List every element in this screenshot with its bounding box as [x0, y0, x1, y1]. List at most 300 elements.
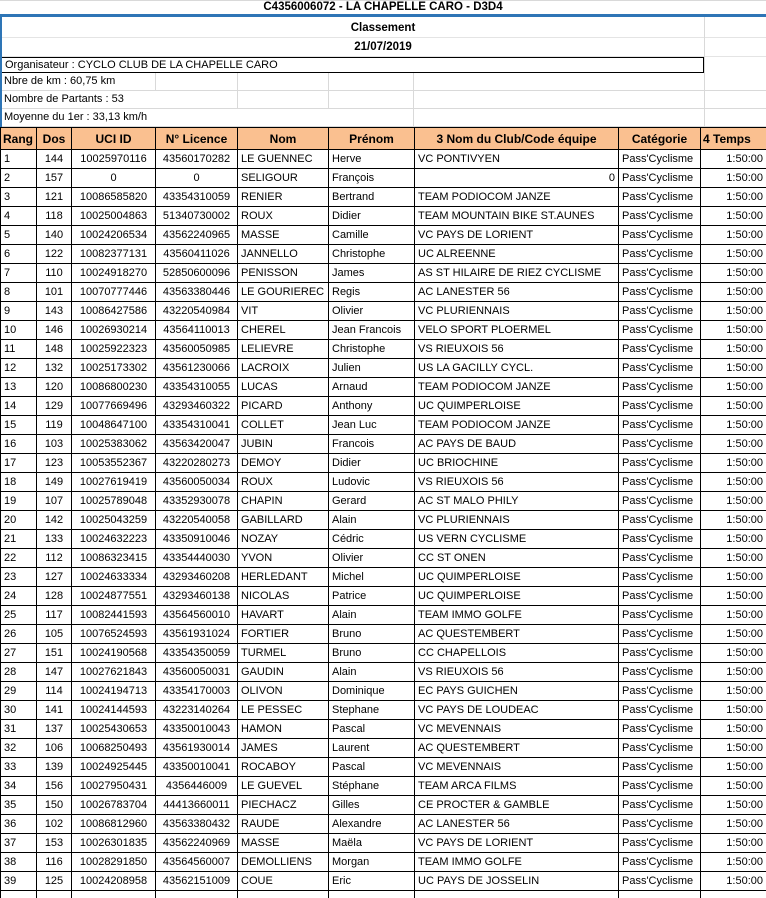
column-header-prenom[interactable]: Prénom [329, 128, 415, 150]
cell-temps[interactable]: 1:50:00 [701, 644, 766, 663]
cell-club[interactable]: TEAM IMMO GOLFE [415, 606, 619, 625]
cell-nom[interactable]: PENISSON [238, 264, 329, 283]
cell-temps[interactable]: 1:50:00 [701, 264, 766, 283]
cell-uci-id[interactable]: 10086800230 [72, 378, 156, 397]
cell-rang[interactable]: 31 [1, 720, 37, 739]
cell-rang[interactable]: 22 [1, 549, 37, 568]
cell-dos[interactable]: 143 [37, 302, 72, 321]
cell-licence[interactable]: 43563380432 [156, 815, 238, 834]
cell-nom[interactable]: LE GUEVEL [238, 777, 329, 796]
cell-rang[interactable]: 19 [1, 492, 37, 511]
cell-prenom[interactable]: Ludovic [329, 473, 415, 492]
cell-prenom[interactable]: Christophe [329, 245, 415, 264]
cell-uci-id[interactable]: 10027621843 [72, 663, 156, 682]
cell-dos[interactable]: 102 [37, 815, 72, 834]
cell-rang[interactable]: 13 [1, 378, 37, 397]
cell-prenom[interactable]: Gilles [329, 796, 415, 815]
cell-licence[interactable]: 43560050034 [156, 473, 238, 492]
cell-nom[interactable]: LUCAS [238, 378, 329, 397]
cell-nom[interactable]: DEMOLLIENS [238, 853, 329, 872]
cell-nom[interactable]: NOZAY [238, 530, 329, 549]
cell-temps[interactable]: 1:50:00 [701, 701, 766, 720]
cell-categorie[interactable]: Pass'Cyclisme [619, 378, 701, 397]
cell-nom[interactable]: LELIEVRE [238, 340, 329, 359]
cell-temps[interactable]: 1:50:00 [701, 549, 766, 568]
cell-rang[interactable]: 2 [1, 169, 37, 188]
cell-nom[interactable]: DEMOY [238, 454, 329, 473]
cell-categorie[interactable]: Pass'Cyclisme [619, 283, 701, 302]
cell-rang[interactable]: 12 [1, 359, 37, 378]
cell-rang[interactable]: 16 [1, 435, 37, 454]
cell-temps[interactable]: 1:50:00 [701, 226, 766, 245]
cell-licence[interactable]: 43354310059 [156, 188, 238, 207]
cell-categorie[interactable]: Pass'Cyclisme [619, 397, 701, 416]
cell-rang[interactable]: 25 [1, 606, 37, 625]
cell-nom[interactable]: VIT [238, 302, 329, 321]
cell-dos[interactable]: 103 [37, 435, 72, 454]
cell-dos[interactable]: 133 [37, 530, 72, 549]
cell-dos[interactable]: 132 [37, 359, 72, 378]
cell-prenom[interactable]: François [329, 169, 415, 188]
cell-uci-id[interactable]: 10025383062 [72, 435, 156, 454]
cell-nom[interactable]: LE GOURIEREC [238, 283, 329, 302]
cell-club[interactable]: AC QUESTEMBERT [415, 739, 619, 758]
cell-nom[interactable]: NICOLAS [238, 587, 329, 606]
cell-dos[interactable]: 101 [37, 283, 72, 302]
cell-licence[interactable]: 43354170003 [156, 682, 238, 701]
cell-prenom[interactable]: Anthony [329, 397, 415, 416]
cell-nom[interactable]: HAMON [238, 720, 329, 739]
cell-uci-id[interactable]: 10024633334 [72, 568, 156, 587]
cell-prenom[interactable]: Cédric [329, 530, 415, 549]
cell-club[interactable]: AS ST HILAIRE DE RIEZ CYCLISME [415, 264, 619, 283]
cell-temps[interactable]: 1:50:00 [701, 739, 766, 758]
cell-club[interactable]: AC ST MALO PHILY [415, 492, 619, 511]
cell-rang[interactable]: 27 [1, 644, 37, 663]
cell-temps[interactable]: 1:50:00 [701, 207, 766, 226]
cell-licence[interactable]: 43220280273 [156, 454, 238, 473]
cell-uci-id[interactable]: 10048647100 [72, 416, 156, 435]
cell-licence[interactable]: 43223140264 [156, 701, 238, 720]
cell-nom[interactable]: PICARD [238, 397, 329, 416]
cell-licence[interactable]: 43354310055 [156, 378, 238, 397]
cell-temps[interactable]: 1:50:00 [701, 663, 766, 682]
cell-rang[interactable]: 38 [1, 853, 37, 872]
cell-categorie[interactable]: Pass'Cyclisme [619, 302, 701, 321]
cell-dos[interactable]: 150 [37, 796, 72, 815]
cell-club[interactable]: TEAM PODIOCOM JANZE [415, 188, 619, 207]
cell-rang[interactable]: 28 [1, 663, 37, 682]
cell-prenom[interactable]: Morgan [329, 853, 415, 872]
cell-nom[interactable]: ROUX [238, 473, 329, 492]
cell-temps[interactable]: 1:50:00 [701, 340, 766, 359]
cell-uci-id[interactable]: 10024925445 [72, 758, 156, 777]
cell-club[interactable]: VC PAYS DE LORIENT [415, 834, 619, 853]
cell-uci-id[interactable]: 10086323415 [72, 549, 156, 568]
cell-licence[interactable]: 43350010041 [156, 758, 238, 777]
cell-club[interactable]: UC PAYS DE JOSSELIN [415, 872, 619, 891]
cell-dos[interactable]: 142 [37, 511, 72, 530]
cell-prenom[interactable]: Olivier [329, 549, 415, 568]
cell-categorie[interactable]: Pass'Cyclisme [619, 796, 701, 815]
cell-licence[interactable]: 43560170282 [156, 150, 238, 169]
cell-prenom[interactable]: Didier [329, 207, 415, 226]
cell-nom[interactable]: GABILLARD [238, 511, 329, 530]
cell-categorie[interactable]: Pass'Cyclisme [619, 473, 701, 492]
cell-categorie[interactable]: Pass'Cyclisme [619, 416, 701, 435]
cell-rang[interactable]: 24 [1, 587, 37, 606]
cell-temps[interactable]: 1:50:00 [701, 834, 766, 853]
cell-categorie[interactable]: Pass'Cyclisme [619, 454, 701, 473]
cell-dos[interactable]: 137 [37, 720, 72, 739]
cell-prenom[interactable]: Pascal [329, 720, 415, 739]
cell-licence[interactable]: 43220540058 [156, 511, 238, 530]
cell-uci-id[interactable]: 10077669496 [72, 397, 156, 416]
cell-temps[interactable]: 1:50:00 [701, 777, 766, 796]
cell-rang[interactable]: 18 [1, 473, 37, 492]
cell-prenom[interactable]: Bertrand [329, 188, 415, 207]
cell-prenom[interactable]: Francois [329, 435, 415, 454]
cell-licence[interactable]: 43352930078 [156, 492, 238, 511]
cell-dos[interactable]: 140 [37, 226, 72, 245]
cell-prenom[interactable]: Alain [329, 606, 415, 625]
cell-categorie[interactable]: Pass'Cyclisme [619, 207, 701, 226]
cell-uci-id[interactable]: 10024206534 [72, 226, 156, 245]
cell-dos[interactable]: 147 [37, 663, 72, 682]
cell-uci-id[interactable]: 10025970116 [72, 150, 156, 169]
cell-dos[interactable]: 129 [37, 397, 72, 416]
cell-club[interactable]: AC LANESTER 56 [415, 283, 619, 302]
cell-temps[interactable]: 1:50:00 [701, 568, 766, 587]
cell-dos[interactable]: 149 [37, 473, 72, 492]
cell-prenom[interactable]: Olivier [329, 302, 415, 321]
distance-row[interactable] [0, 73, 766, 91]
cell-dos[interactable]: 141 [37, 701, 72, 720]
cell-club[interactable]: AC PAYS DE BAUD [415, 435, 619, 454]
cell-categorie[interactable]: Pass'Cyclisme [619, 625, 701, 644]
cell-nom[interactable]: COLLET [238, 416, 329, 435]
cell-uci-id[interactable]: 10026930214 [72, 321, 156, 340]
cell-licence[interactable]: 0 [156, 169, 238, 188]
cell-temps[interactable]: 1:50:00 [701, 378, 766, 397]
cell-categorie[interactable]: Pass'Cyclisme [619, 188, 701, 207]
cell-dos[interactable]: 128 [37, 587, 72, 606]
cell-club[interactable]: VC MEVENNAIS [415, 720, 619, 739]
cell-temps[interactable]: 1:50:00 [701, 492, 766, 511]
cell-licence[interactable]: 43560411026 [156, 245, 238, 264]
cell-dos[interactable]: 117 [37, 606, 72, 625]
cell-uci-id[interactable]: 10027619419 [72, 473, 156, 492]
cell-empty[interactable] [1, 891, 37, 898]
cell-categorie[interactable]: Pass'Cyclisme [619, 511, 701, 530]
cell-empty[interactable] [238, 891, 329, 898]
cell-temps[interactable]: 1:50:00 [701, 720, 766, 739]
cell-uci-id[interactable]: 10024208958 [72, 872, 156, 891]
column-header-rang[interactable]: Rang [1, 128, 37, 150]
cell-dos[interactable]: 105 [37, 625, 72, 644]
cell-club[interactable]: VS RIEUXOIS 56 [415, 663, 619, 682]
cell-prenom[interactable]: Bruno [329, 644, 415, 663]
cell-temps[interactable]: 1:50:00 [701, 853, 766, 872]
cell-licence[interactable]: 43564110013 [156, 321, 238, 340]
cell-categorie[interactable]: Pass'Cyclisme [619, 644, 701, 663]
cell-club[interactable]: TEAM PODIOCOM JANZE [415, 378, 619, 397]
cell-temps[interactable]: 1:50:00 [701, 872, 766, 891]
cell-licence[interactable]: 43561230066 [156, 359, 238, 378]
cell-rang[interactable]: 32 [1, 739, 37, 758]
cell-dos[interactable]: 139 [37, 758, 72, 777]
cell-uci-id[interactable]: 10025043259 [72, 511, 156, 530]
cell-uci-id[interactable]: 10076524593 [72, 625, 156, 644]
cell-club[interactable]: VC PAYS DE LOUDEAC [415, 701, 619, 720]
cell-empty[interactable] [701, 891, 766, 898]
cell-club[interactable]: AC QUESTEMBERT [415, 625, 619, 644]
cell-rang[interactable]: 20 [1, 511, 37, 530]
cell-rang[interactable]: 30 [1, 701, 37, 720]
cell-prenom[interactable]: James [329, 264, 415, 283]
partants-row[interactable] [0, 91, 766, 109]
cell-dos[interactable]: 110 [37, 264, 72, 283]
column-header-dos[interactable]: Dos [37, 128, 72, 150]
cell-club[interactable]: VC PAYS DE LORIENT [415, 226, 619, 245]
cell-nom[interactable]: FORTIER [238, 625, 329, 644]
cell-prenom[interactable]: Jean Luc [329, 416, 415, 435]
cell-nom[interactable]: YVON [238, 549, 329, 568]
cell-rang[interactable]: 36 [1, 815, 37, 834]
cell-categorie[interactable]: Pass'Cyclisme [619, 340, 701, 359]
cell-club[interactable]: TEAM PODIOCOM JANZE [415, 416, 619, 435]
cell-categorie[interactable]: Pass'Cyclisme [619, 587, 701, 606]
cell-prenom[interactable]: Regis [329, 283, 415, 302]
cell-nom[interactable]: ROUX [238, 207, 329, 226]
cell-temps[interactable]: 1:50:00 [701, 587, 766, 606]
cell-prenom[interactable]: Maëla [329, 834, 415, 853]
cell-prenom[interactable]: Gerard [329, 492, 415, 511]
cell-categorie[interactable]: Pass'Cyclisme [619, 568, 701, 587]
cell-club[interactable]: VC MEVENNAIS [415, 758, 619, 777]
cell-dos[interactable]: 127 [37, 568, 72, 587]
cell-rang[interactable]: 17 [1, 454, 37, 473]
cell-licence[interactable]: 43293460322 [156, 397, 238, 416]
cell-club[interactable]: TEAM ARCA FILMS [415, 777, 619, 796]
cell-nom[interactable]: LE PESSEC [238, 701, 329, 720]
cell-categorie[interactable]: Pass'Cyclisme [619, 606, 701, 625]
cell-club[interactable]: EC PAYS GUICHEN [415, 682, 619, 701]
cell-dos[interactable]: 157 [37, 169, 72, 188]
cell-prenom[interactable]: Pascal [329, 758, 415, 777]
cell-rang[interactable]: 7 [1, 264, 37, 283]
cell-prenom[interactable]: Dominique [329, 682, 415, 701]
cell-empty[interactable] [619, 891, 701, 898]
cell-empty[interactable] [72, 891, 156, 898]
cell-licence[interactable]: 51340730002 [156, 207, 238, 226]
cell-club[interactable]: UC ALREENNE [415, 245, 619, 264]
cell-uci-id[interactable]: 10024918270 [72, 264, 156, 283]
cell-rang[interactable]: 23 [1, 568, 37, 587]
cell-nom[interactable]: GAUDIN [238, 663, 329, 682]
cell-temps[interactable]: 1:50:00 [701, 359, 766, 378]
cell-licence[interactable]: 52850600096 [156, 264, 238, 283]
cell-club[interactable]: VC PLURIENNAIS [415, 511, 619, 530]
cell-club[interactable]: VC PLURIENNAIS [415, 302, 619, 321]
column-header-club[interactable]: 3 Nom du Club/Code équipe [415, 128, 619, 150]
cell-licence[interactable]: 44413660011 [156, 796, 238, 815]
cell-categorie[interactable]: Pass'Cyclisme [619, 549, 701, 568]
cell-prenom[interactable]: Julien [329, 359, 415, 378]
cell-club[interactable]: VS RIEUXOIS 56 [415, 473, 619, 492]
cell-prenom[interactable]: Laurent [329, 739, 415, 758]
cell-rang[interactable]: 6 [1, 245, 37, 264]
cell-club[interactable]: CC CHAPELLOIS [415, 644, 619, 663]
cell-categorie[interactable]: Pass'Cyclisme [619, 492, 701, 511]
cell-uci-id[interactable]: 10026783704 [72, 796, 156, 815]
cell-licence[interactable]: 43560050985 [156, 340, 238, 359]
cell-temps[interactable]: 1:50:00 [701, 150, 766, 169]
cell-temps[interactable]: 1:50:00 [701, 796, 766, 815]
cell-licence[interactable]: 43350010043 [156, 720, 238, 739]
cell-licence[interactable]: 43350910046 [156, 530, 238, 549]
cell-empty[interactable] [415, 891, 619, 898]
cell-dos[interactable]: 151 [37, 644, 72, 663]
cell-temps[interactable]: 1:50:00 [701, 435, 766, 454]
cell-categorie[interactable]: Pass'Cyclisme [619, 853, 701, 872]
cell-nom[interactable]: JUBIN [238, 435, 329, 454]
cell-uci-id[interactable]: 10028291850 [72, 853, 156, 872]
cell-empty[interactable] [329, 891, 415, 898]
cell-licence[interactable]: 43562151009 [156, 872, 238, 891]
cell-dos[interactable]: 123 [37, 454, 72, 473]
cell-prenom[interactable]: Herve [329, 150, 415, 169]
cell-uci-id[interactable]: 10024877551 [72, 587, 156, 606]
cell-nom[interactable]: LE GUENNEC [238, 150, 329, 169]
cell-rang[interactable]: 9 [1, 302, 37, 321]
organisateur-cell[interactable]: Organisateur : CYCLO CLUB DE LA CHAPELLE CARO [0, 57, 704, 73]
cell-uci-id[interactable]: 10086427586 [72, 302, 156, 321]
cell-categorie[interactable]: Pass'Cyclisme [619, 720, 701, 739]
column-header-categorie[interactable]: Catégorie [619, 128, 701, 150]
cell-categorie[interactable]: Pass'Cyclisme [619, 226, 701, 245]
cell-dos[interactable]: 120 [37, 378, 72, 397]
cell-licence[interactable]: 43354350059 [156, 644, 238, 663]
cell-licence[interactable]: 43562240969 [156, 834, 238, 853]
column-header-uci-id[interactable]: UCI ID [72, 128, 156, 150]
cell-uci-id[interactable]: 10068250493 [72, 739, 156, 758]
cell-nom[interactable]: CHAPIN [238, 492, 329, 511]
cell-categorie[interactable]: Pass'Cyclisme [619, 682, 701, 701]
cell-prenom[interactable]: Alexandre [329, 815, 415, 834]
cell-dos[interactable]: 148 [37, 340, 72, 359]
cell-dos[interactable]: 146 [37, 321, 72, 340]
cell-rang[interactable]: 21 [1, 530, 37, 549]
cell-nom[interactable]: SELIGOUR [238, 169, 329, 188]
cell-categorie[interactable]: Pass'Cyclisme [619, 701, 701, 720]
cell-dos[interactable]: 116 [37, 853, 72, 872]
cell-nom[interactable]: RENIER [238, 188, 329, 207]
cell-uci-id[interactable]: 10024190568 [72, 644, 156, 663]
cell-nom[interactable]: COUE [238, 872, 329, 891]
cell-dos[interactable]: 121 [37, 188, 72, 207]
cell-rang[interactable]: 8 [1, 283, 37, 302]
cell-dos[interactable]: 156 [37, 777, 72, 796]
cell-dos[interactable]: 107 [37, 492, 72, 511]
cell-temps[interactable]: 1:50:00 [701, 302, 766, 321]
cell-temps[interactable]: 1:50:00 [701, 758, 766, 777]
cell-licence[interactable]: 43220540984 [156, 302, 238, 321]
cell-nom[interactable]: MASSE [238, 834, 329, 853]
cell-temps[interactable]: 1:50:00 [701, 188, 766, 207]
cell-uci-id[interactable]: 0 [72, 169, 156, 188]
cell-licence[interactable]: 43293460208 [156, 568, 238, 587]
cell-temps[interactable]: 1:50:00 [701, 416, 766, 435]
cell-uci-id[interactable]: 10025004863 [72, 207, 156, 226]
cell-empty[interactable] [156, 891, 238, 898]
cell-categorie[interactable]: Pass'Cyclisme [619, 739, 701, 758]
cell-club[interactable]: 0 [415, 169, 619, 188]
cell-club[interactable]: UC QUIMPERLOISE [415, 568, 619, 587]
cell-nom[interactable]: CHEREL [238, 321, 329, 340]
cell-rang[interactable]: 35 [1, 796, 37, 815]
cell-prenom[interactable]: Patrice [329, 587, 415, 606]
cell-temps[interactable]: 1:50:00 [701, 397, 766, 416]
cell-club[interactable]: UC QUIMPERLOISE [415, 397, 619, 416]
cell-rang[interactable]: 37 [1, 834, 37, 853]
cell-licence[interactable]: 43563380446 [156, 283, 238, 302]
moyenne-row[interactable] [0, 109, 766, 127]
cell-licence[interactable]: 43354310041 [156, 416, 238, 435]
cell-categorie[interactable]: Pass'Cyclisme [619, 264, 701, 283]
cell-temps[interactable]: 1:50:00 [701, 530, 766, 549]
cell-club[interactable]: UC QUIMPERLOISE [415, 587, 619, 606]
cell-categorie[interactable]: Pass'Cyclisme [619, 815, 701, 834]
cell-prenom[interactable]: Camille [329, 226, 415, 245]
cell-categorie[interactable]: Pass'Cyclisme [619, 321, 701, 340]
cell-uci-id[interactable]: 10027950431 [72, 777, 156, 796]
cell-rang[interactable]: 33 [1, 758, 37, 777]
cell-prenom[interactable]: Stéphane [329, 777, 415, 796]
cell-uci-id[interactable]: 10024194713 [72, 682, 156, 701]
cell-prenom[interactable]: Didier [329, 454, 415, 473]
cell-dos[interactable]: 122 [37, 245, 72, 264]
cell-rang[interactable]: 39 [1, 872, 37, 891]
cell-prenom[interactable]: Christophe [329, 340, 415, 359]
cell-rang[interactable]: 3 [1, 188, 37, 207]
cell-categorie[interactable]: Pass'Cyclisme [619, 359, 701, 378]
cell-empty[interactable] [37, 891, 72, 898]
cell-rang[interactable]: 26 [1, 625, 37, 644]
cell-uci-id[interactable]: 10086812960 [72, 815, 156, 834]
cell-nom[interactable]: PIECHACZ [238, 796, 329, 815]
cell-uci-id[interactable]: 10026301835 [72, 834, 156, 853]
cell-categorie[interactable]: Pass'Cyclisme [619, 834, 701, 853]
cell-uci-id[interactable]: 10086585820 [72, 188, 156, 207]
cell-nom[interactable]: JAMES [238, 739, 329, 758]
cell-dos[interactable]: 106 [37, 739, 72, 758]
cell-uci-id[interactable]: 10025922323 [72, 340, 156, 359]
cell-temps[interactable]: 1:50:00 [701, 625, 766, 644]
cell-dos[interactable]: 112 [37, 549, 72, 568]
cell-temps[interactable]: 1:50:00 [701, 169, 766, 188]
cell-licence[interactable]: 43564560007 [156, 853, 238, 872]
cell-uci-id[interactable]: 10082377131 [72, 245, 156, 264]
column-header-licence[interactable]: N° Licence [156, 128, 238, 150]
cell-rang[interactable]: 4 [1, 207, 37, 226]
cell-uci-id[interactable]: 10024632223 [72, 530, 156, 549]
cell-temps[interactable]: 1:50:00 [701, 511, 766, 530]
cell-club[interactable]: VS RIEUXOIS 56 [415, 340, 619, 359]
cell-club[interactable]: CC ST ONEN [415, 549, 619, 568]
cell-licence[interactable]: 43293460138 [156, 587, 238, 606]
cell-prenom[interactable]: Stephane [329, 701, 415, 720]
